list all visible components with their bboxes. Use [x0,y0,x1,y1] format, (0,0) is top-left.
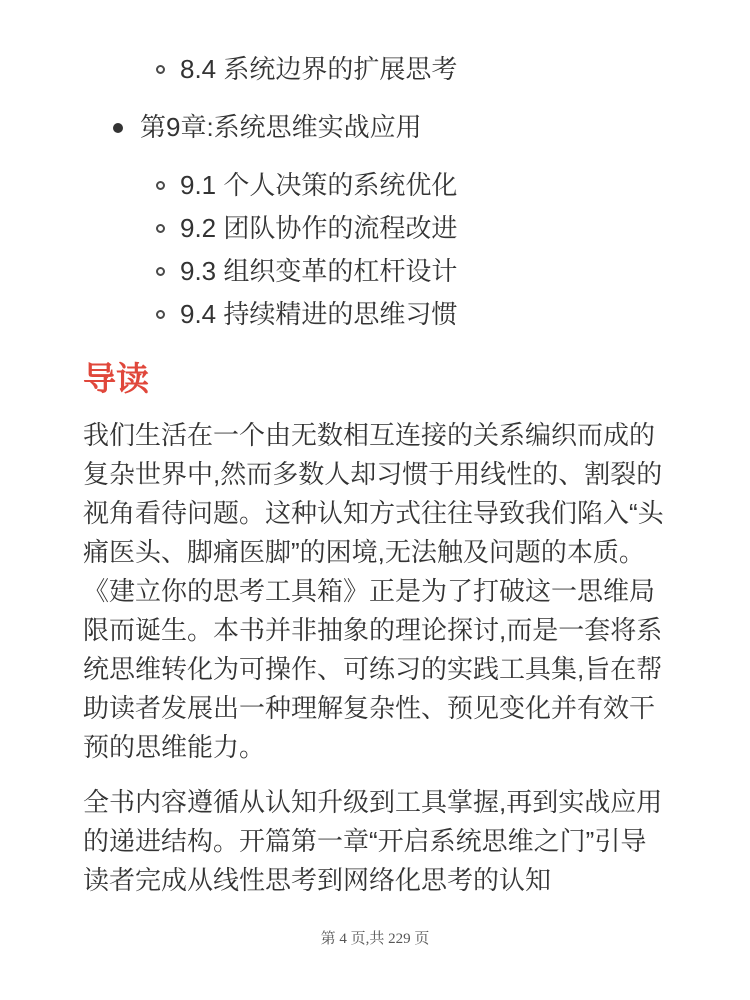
paragraph: 全书内容遵循从认知升级到工具掌握,再到实战应用的递进结构。开篇第一章“开启系统思维之门”引导读者完成从线性思考到网络化思考的认知 [83,787,663,895]
toc-item [83,48,667,91]
paragraph: 我们生活在一个由无数相互连接的关系编织而成的复杂世界中,然而多数人却习惯于用线性的、割裂的视角看待问题。这种认知方式往往导致我们陷入“头痛医头、脚痛医脚”的困境,无法触及问题的本质。《建立你的思考工具箱》正是为了打破这一思维局限而诞生。本书并非抽象的理论探讨,而是一套将系统思维转化为可操作、可练习的实践工具集,旨在帮助读者发展出一种理解复杂性、预见变化并有效干预的思维能力。 [83,420,664,762]
page-footer [83,928,667,950]
toc-item [83,164,667,207]
section-heading: 导读 [83,360,149,397]
toc-item-label: 9.2 团队协作的流程改进 [180,213,458,243]
table-of-contents [83,48,667,336]
toc-item [83,293,667,336]
circle-bullet-icon [156,267,165,276]
toc-item [83,207,667,250]
circle-bullet-icon [156,181,165,190]
toc-item-label: 9.4 持续精进的思维习惯 [180,299,458,329]
toc-item-label: 8.4 系统边界的扩展思考 [180,54,458,84]
disc-bullet-icon [113,123,123,133]
circle-bullet-icon [156,310,165,319]
page-number: 第 4 页,共 229 页 [320,931,430,947]
toc-item [83,250,667,293]
circle-bullet-icon [156,65,165,74]
toc-item-label: 第9章:系统思维实战应用 [140,112,422,142]
circle-bullet-icon [156,224,165,233]
toc-item-label: 9.1 个人决策的系统优化 [180,170,458,200]
toc-item-label: 9.3 组织变革的杠杆设计 [180,256,458,286]
toc-item-chapter [83,106,667,149]
